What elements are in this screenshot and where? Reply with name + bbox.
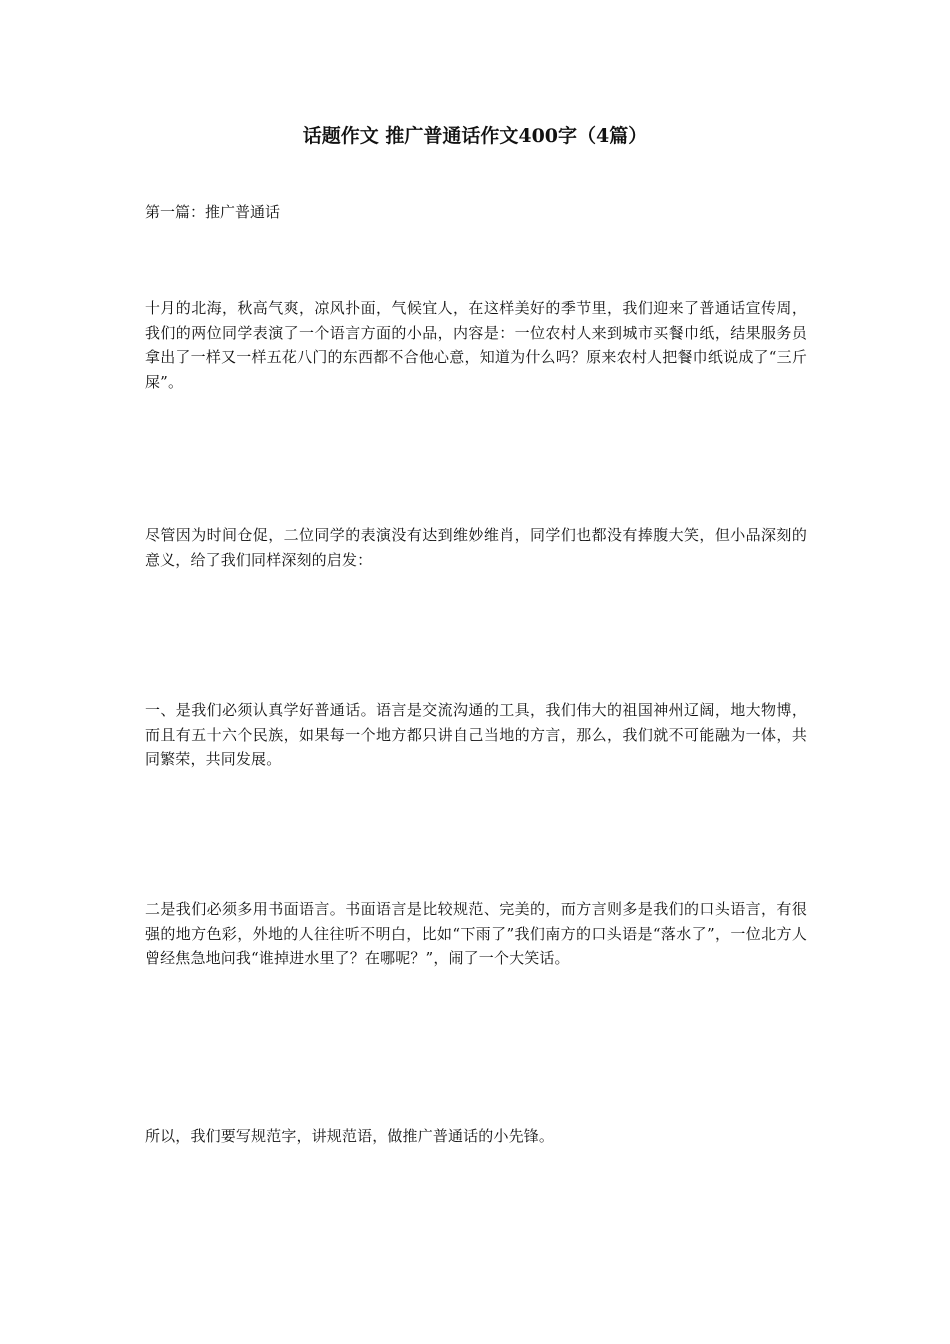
paragraph-4: 二是我们必须多用书面语言。书面语言是比较规范、完美的，而方言则多是我们的口头语言，有很强的地方色彩，外地的人往往听不明白，比如“下雨了”我们南方的口头语是“落水了”，一位北方人曾经焦急地问我“谁掉进水里了？在哪呢？”，闹了一个大笑话。	[145, 900, 807, 967]
paragraph-5: 所以，我们要写规范字，讲规范语，做推广普通话的小先锋。	[145, 1127, 555, 1145]
paragraph-3: 一、是我们必须认真学好普通话。语言是交流沟通的工具，我们伟大的祖国神州辽阔，地大物博，而且有五十六个民族，如果每一个地方都只讲自己当地的方言，那么，我们就不可能融为一体，共同繁荣，共同发展。	[145, 701, 807, 768]
document-title: 话题作文 推广普通话作文400字（4篇）	[302, 125, 648, 147]
paragraph-2: 尽管因为时间仓促，二位同学的表演没有达到维妙维肖，同学们也都没有捧腹大笑，但小品深刻的意义，给了我们同样深刻的启发：	[145, 526, 807, 569]
section-heading: 第一篇：推广普通话	[145, 203, 281, 221]
paragraph-1: 十月的北海，秋高气爽，凉风扑面，气候宜人，在这样美好的季节里，我们迎来了普通话宣传周，我们的两位同学表演了一个语言方面的小品，内容是：一位农村人来到城市买餐巾纸，结果服务员拿出了一样又一样五花八门的东西都不合他心意，知道为什么吗？原来农村人把餐巾纸说成了“三斤屎”。	[145, 299, 807, 391]
